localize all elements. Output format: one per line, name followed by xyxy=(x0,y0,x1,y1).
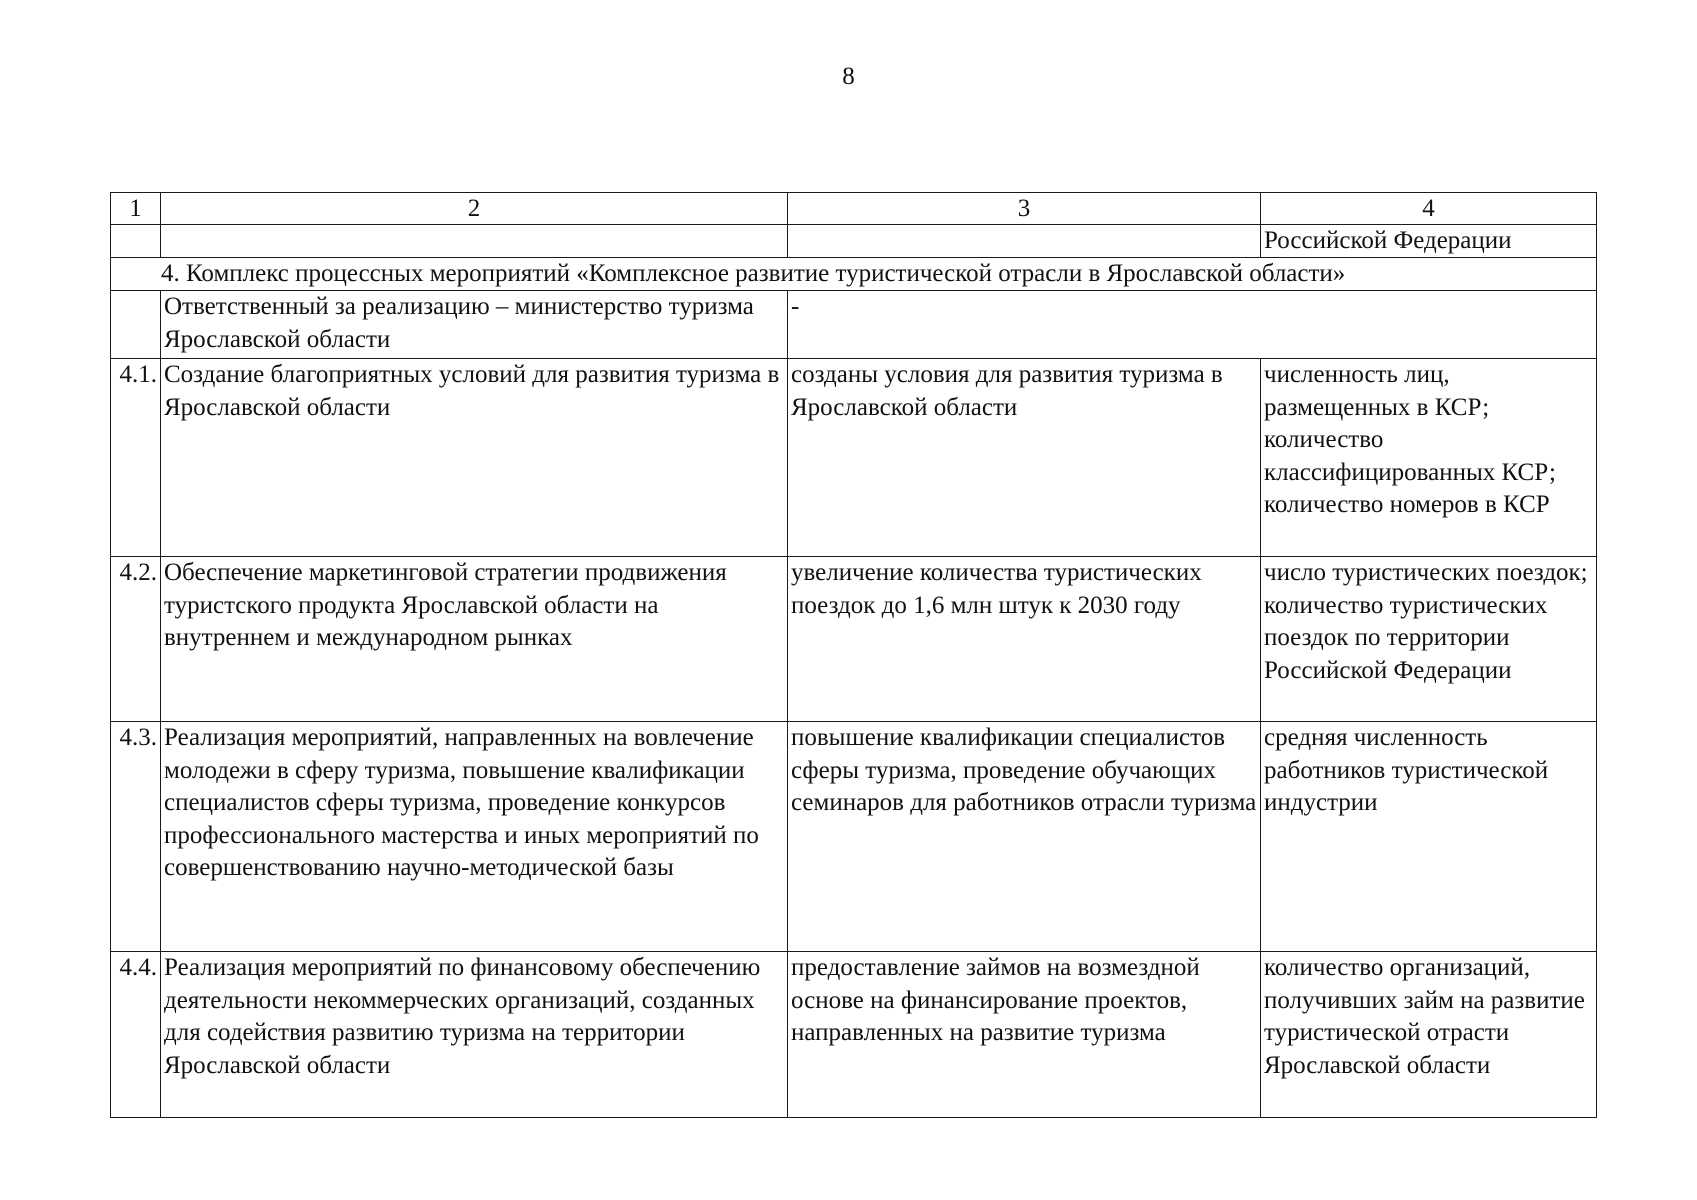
responsible-row xyxy=(111,291,1597,359)
row-task: Создание благоприятных условий для развития туризма в Ярославской области xyxy=(161,359,788,557)
row-indicator: количество организаций, получивших займ на развитие туристической отрасти Ярославской области xyxy=(1261,952,1597,1118)
page-number: 8 xyxy=(842,63,855,90)
column-number-4: 4 xyxy=(1261,193,1597,225)
row-result: увеличение количества туристических поездок до 1,6 млн штук к 2030 году xyxy=(788,557,1261,722)
activities-table xyxy=(110,192,1597,1118)
column-number-row xyxy=(111,193,1597,225)
column-number-3: 3 xyxy=(788,193,1261,225)
continuation-row xyxy=(111,225,1597,258)
row-result: предоставление займов на возмездной основе на финансирование проектов, направленных на развитие туризма xyxy=(788,952,1261,1118)
row-task: Реализация мероприятий, направленных на вовлечение молодежи в сферу туризма, повышение квалификации специалистов сферы туризма, проведение конкурсов профессионального мастерства и иных мероприятий по совершенствованию научно-методической базы xyxy=(161,722,788,952)
responsible-cell-empty xyxy=(111,291,161,359)
row-number: 4.2. xyxy=(111,557,161,722)
row-number: 4.1. xyxy=(111,359,161,557)
responsible-label: Ответственный за реализацию – министерство туризма Ярославской области xyxy=(161,291,788,359)
table-row xyxy=(111,557,1597,722)
table-row xyxy=(111,952,1597,1118)
column-number-1: 1 xyxy=(111,193,161,225)
row-task: Реализация мероприятий по финансовому обеспечению деятельности некоммерческих организаций, созданных для содействия развитию туризма на территории Ярославской области xyxy=(161,952,788,1118)
row-indicator: численность лиц, размещенных в КСР; количество классифицированных КСР; количество номеров в КСР xyxy=(1261,359,1597,557)
continuation-cell-empty-1 xyxy=(111,225,161,258)
continuation-cell-empty-3 xyxy=(788,225,1261,258)
table-row xyxy=(111,722,1597,952)
row-result: созданы условия для развития туризма в Ярославской области xyxy=(788,359,1261,557)
row-indicator: средняя численность работников туристической индустрии xyxy=(1261,722,1597,952)
column-number-2: 2 xyxy=(161,193,788,225)
table-row xyxy=(111,359,1597,557)
section-heading-row xyxy=(111,258,1597,291)
row-task: Обеспечение маркетинговой стратегии продвижения туристского продукта Ярославской области на внутреннем и международном рынках xyxy=(161,557,788,722)
row-indicator: число туристических поездок; количество туристических поездок по территории Российской Федерации xyxy=(1261,557,1597,722)
responsible-value: - xyxy=(788,291,1597,359)
continuation-cell-empty-2 xyxy=(161,225,788,258)
row-result: повышение квалификации специалистов сферы туризма, проведение обучающих семинаров для работников отрасли туризма xyxy=(788,722,1261,952)
row-number: 4.4. xyxy=(111,952,161,1118)
row-number: 4.3. xyxy=(111,722,161,952)
continuation-cell-indicator: Российской Федерации xyxy=(1261,225,1597,258)
section-title: 4. Комплекс процессных мероприятий «Комплексное развитие туристической отрасли в Ярославской области» xyxy=(111,258,1597,291)
